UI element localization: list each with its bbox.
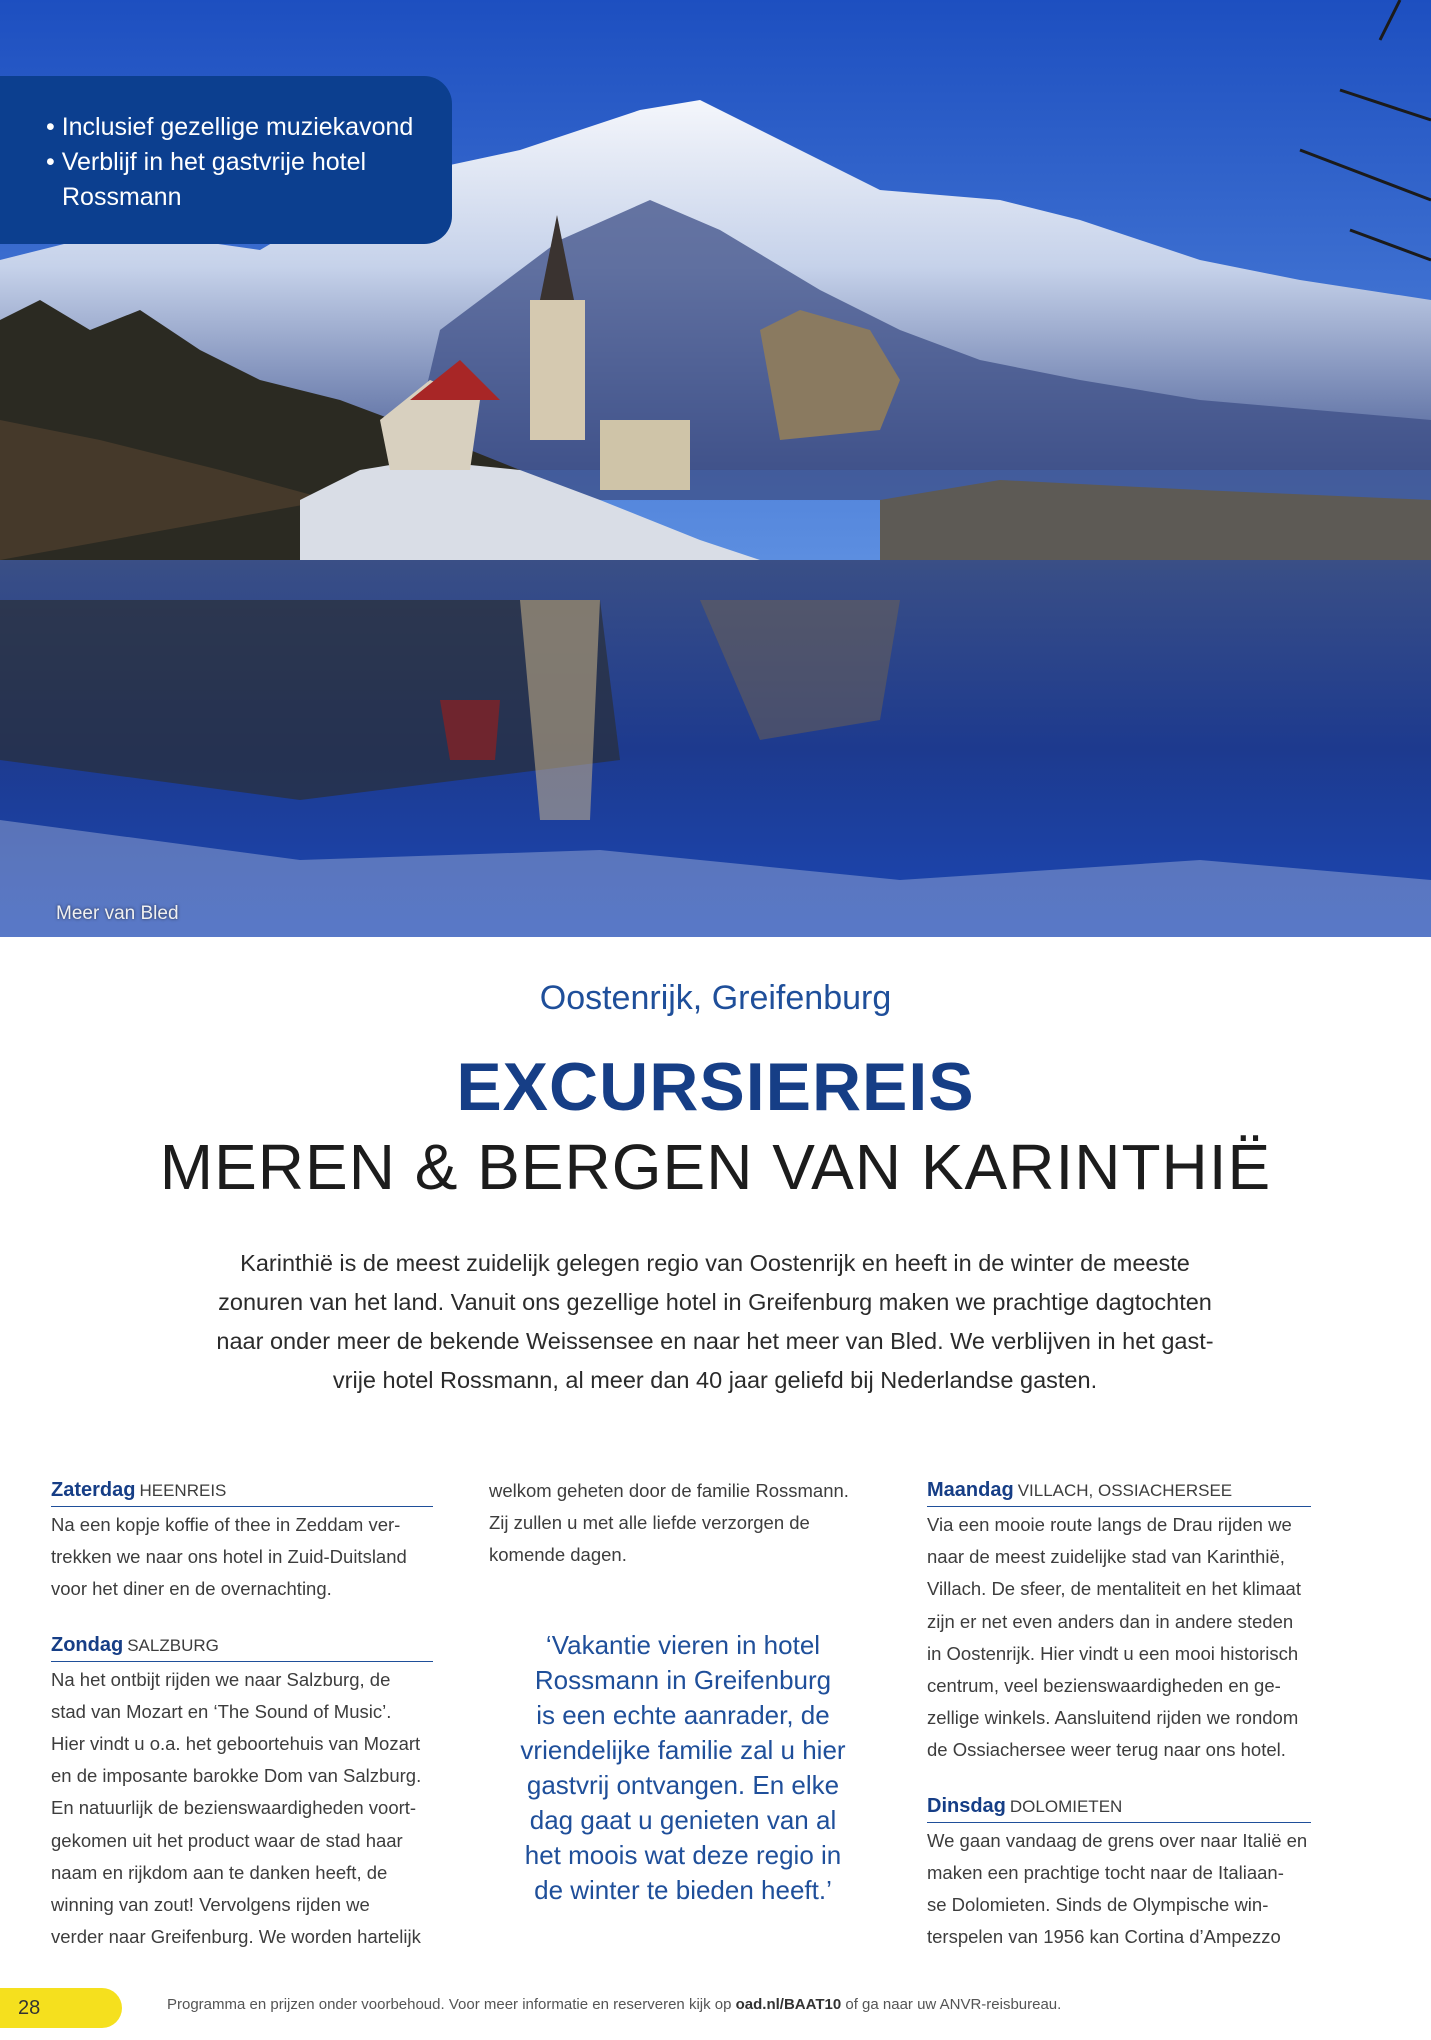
day-text-line: zijn er net even anders dan in andere steden [927, 1610, 1294, 1632]
footer-note [167, 1996, 1061, 2013]
intro-line: vrije hotel Rossmann, al meer dan 40 jaar geliefd bij Nederlandse gasten. [332, 1367, 1098, 1393]
day-place: HEENREIS [139, 1481, 227, 1500]
intro-line: zonuren van het land. Vanuit ons gezellige hotel in Greifenburg maken we prachtige dagtochten [218, 1289, 1212, 1315]
hero-photo [0, 0, 1431, 937]
day-text-line: welkom geheten door de familie Rossmann. [489, 1480, 849, 1501]
quote-line: gastvrij ontvangen. En elke [526, 1770, 840, 1800]
day-text-line: verder naar Greifenburg. We worden hartelijk [51, 1926, 421, 1948]
day-text-line: voor het diner en de overnachting. [51, 1578, 332, 1600]
quote-line: het moois wat deze regio in [524, 1840, 842, 1870]
highlights-badge [0, 76, 452, 244]
day-text-line: terspelen van 1956 kan Cortina d’Ampezzo [927, 1926, 1281, 1948]
day-heading-maandag [927, 1475, 1311, 1507]
day-text-line: en de imposante barokke Dom van Salzburg. [51, 1765, 422, 1787]
quote-line: Rossmann in Greifenburg [534, 1665, 832, 1695]
day-text-line: maken een prachtige tocht naar de Italiaan- [927, 1861, 1284, 1883]
page-number: 28 [0, 1988, 122, 2028]
itinerary-column-3 [927, 1475, 1311, 1953]
day-text-line: naar de meest zuidelijke stad van Karinthië, [927, 1546, 1285, 1568]
intro-line: Karinthië is de meest zuidelijk gelegen regio van Oostenrijk en heeft in de winter de meeste [240, 1250, 1190, 1276]
day-text-line: centrum, veel bezienswaardigheden en ge- [927, 1675, 1281, 1697]
quote-line: vriendelijke familie zal u hier [520, 1735, 846, 1765]
day-heading-dinsdag [927, 1791, 1311, 1823]
day-text-line: stad van Mozart en ‘The Sound of Music’. [51, 1700, 392, 1722]
day-text-line: Na het ontbijt rijden we naar Salzburg, de [51, 1668, 391, 1690]
day-text-line: Na een kopje koffie of thee in Zeddam ver- [51, 1514, 401, 1535]
day-text-line: zellige winkels. Aansluitend rijden we rondom [927, 1707, 1299, 1729]
day-text-line: We gaan vandaag de grens over naar Italië en [927, 1829, 1308, 1851]
page-title: EXCURSIEREIS [456, 1049, 975, 1125]
day-text-line: gekomen uit het product waar de stad haar [51, 1829, 403, 1851]
day-text-line: Zij zullen u met alle liefde verzorgen de [489, 1512, 810, 1534]
day-text-line: Via een mooie route langs de Drau rijden we [927, 1514, 1292, 1535]
day-name: Zaterdag [51, 1479, 136, 1501]
footer-text-end: of ga naar uw ANVR-reisbureau. [841, 1996, 1062, 2013]
day-text-line: in Oostenrijk. Hier vindt u een mooi historisch [927, 1642, 1299, 1664]
day-heading-zondag [51, 1630, 433, 1662]
itinerary-column-1 [51, 1475, 433, 1953]
day-name: Dinsdag [927, 1794, 1006, 1817]
day-name: Maandag [927, 1479, 1014, 1501]
quote-line: ‘Vakantie vieren in hotel [545, 1630, 821, 1660]
intro-line: naar onder meer de bekende Weissensee en naar het meer van Bled. We verblijven in het gast- [216, 1328, 1214, 1354]
day-text-line: naam en rijkdom aan te danken heeft, de [51, 1861, 388, 1883]
day-place: VILLACH, OSSIACHERSEE [1017, 1481, 1233, 1500]
quote-line: dag gaat u genieten van al [529, 1805, 837, 1835]
highlight-line: • Inclusief gezellige muziekavond [46, 113, 414, 141]
highlight-line: • Verblijf in het gastvrije hotel [46, 148, 367, 176]
day-text-line: winning van zout! Vervolgens rijden we [51, 1894, 370, 1916]
day-text-line: de Ossiachersee weer terug naar ons hotel. [927, 1739, 1286, 1761]
day-text-line: komende dagen. [489, 1544, 627, 1566]
quote-line: de winter te bieden heeft.’ [534, 1875, 832, 1905]
footer-text: Programma en prijzen onder voorbehoud. Voor meer informatie en reserveren kijk op [167, 1996, 736, 2013]
footer-link[interactable]: oad.nl/BAAT10 [735, 1996, 842, 2013]
quote-line: is een echte aanrader, de [536, 1700, 830, 1730]
highlight-line: Rossmann [62, 183, 182, 211]
destination-subtitle: Oostenrijk, Greifenburg [539, 979, 892, 1017]
testimonial-quote [498, 1628, 868, 1908]
day-place: DOLOMIETEN [1009, 1796, 1123, 1816]
day-heading-zaterdag [51, 1475, 433, 1507]
itinerary-column-2 [489, 1475, 871, 1572]
day-text-line: se Dolomieten. Sinds de Olympische win- [927, 1894, 1269, 1916]
trip-title: MEREN & BERGEN VAN KARINTHIË [159, 1131, 1272, 1203]
day-text-line: Villach. De sfeer, de mentaliteit en het klimaat [927, 1578, 1301, 1600]
day-text-line: trekken we naar ons hotel in Zuid-Duitsland [51, 1546, 407, 1568]
photo-caption: Meer van Bled [56, 903, 179, 924]
day-place: SALZBURG [127, 1635, 219, 1655]
intro-paragraph [130, 1244, 1300, 1400]
day-name: Zondag [51, 1633, 124, 1656]
day-text-line: Hier vindt u o.a. het geboortehuis van Mozart [51, 1733, 421, 1755]
day-text-line: En natuurlijk de bezienswaardigheden voort- [51, 1797, 417, 1819]
